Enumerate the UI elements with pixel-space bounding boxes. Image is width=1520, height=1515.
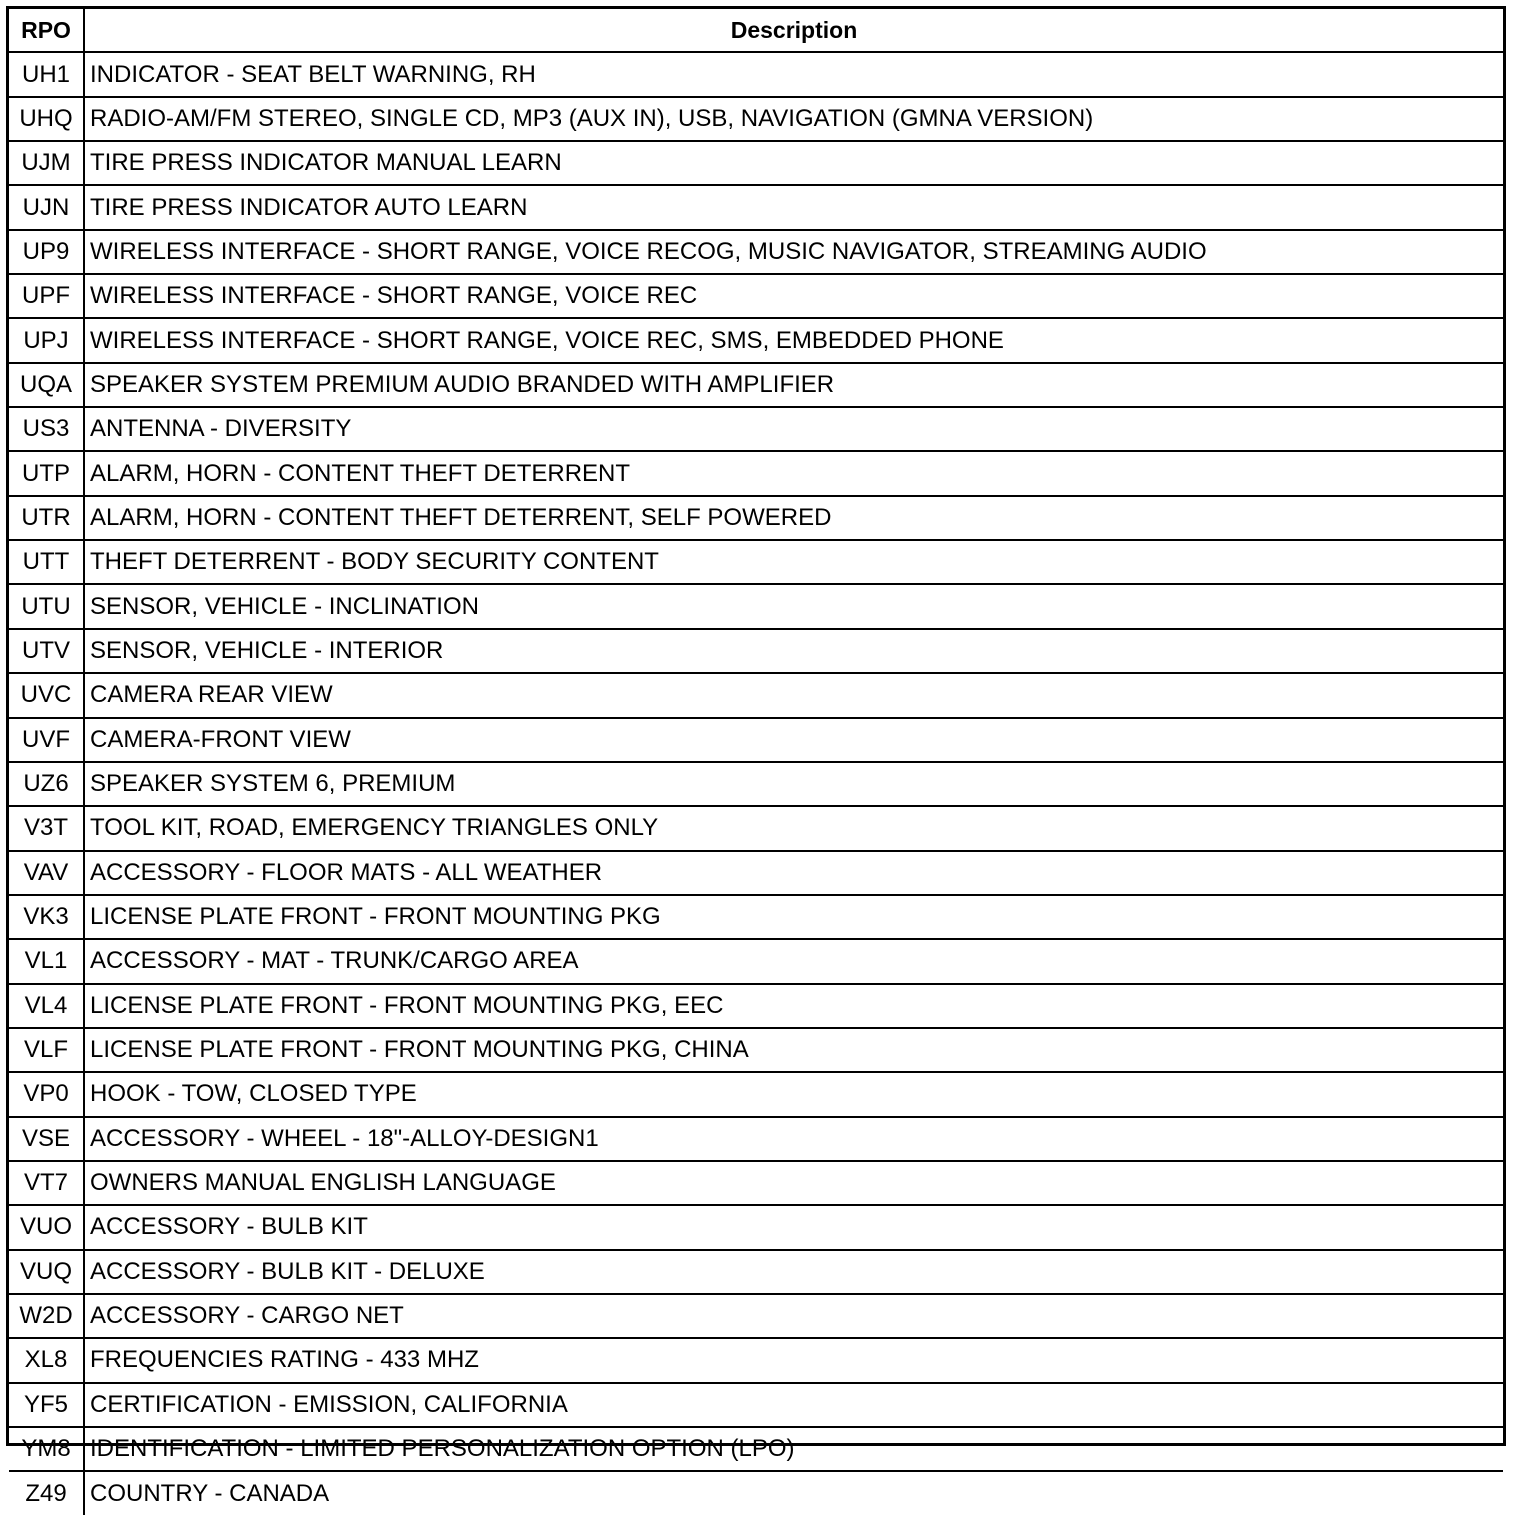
- table-row: [9, 984, 1503, 1028]
- description-cell: LICENSE PLATE FRONT - FRONT MOUNTING PKG: [84, 895, 1503, 939]
- rpo-code-cell: VUQ: [9, 1250, 84, 1294]
- rpo-code-cell: UH1: [9, 52, 84, 96]
- table-row: [9, 629, 1503, 673]
- description-cell: LICENSE PLATE FRONT - FRONT MOUNTING PKG, CHINA: [84, 1028, 1503, 1072]
- description-cell: HOOK - TOW, CLOSED TYPE: [84, 1072, 1503, 1116]
- table-row: [9, 1383, 1503, 1427]
- table-row: [9, 895, 1503, 939]
- table-row: [9, 230, 1503, 274]
- description-cell: WIRELESS INTERFACE - SHORT RANGE, VOICE RECOG, MUSIC NAVIGATOR, STREAMING AUDIO: [84, 230, 1503, 274]
- description-cell: ACCESSORY - WHEEL - 18"-ALLOY-DESIGN1: [84, 1117, 1503, 1161]
- header-description: Description: [84, 9, 1503, 52]
- description-cell: ACCESSORY - MAT - TRUNK/CARGO AREA: [84, 939, 1503, 983]
- description-cell: OWNERS MANUAL ENGLISH LANGUAGE: [84, 1161, 1503, 1205]
- table-row: [9, 1161, 1503, 1205]
- table-row: [9, 185, 1503, 229]
- description-cell: SPEAKER SYSTEM PREMIUM AUDIO BRANDED WITH AMPLIFIER: [84, 363, 1503, 407]
- rpo-code-cell: V3T: [9, 806, 84, 850]
- table-row: [9, 762, 1503, 806]
- description-cell: CAMERA REAR VIEW: [84, 673, 1503, 717]
- table-row: [9, 496, 1503, 540]
- rpo-code-cell: VT7: [9, 1161, 84, 1205]
- description-cell: WIRELESS INTERFACE - SHORT RANGE, VOICE REC, SMS, EMBEDDED PHONE: [84, 318, 1503, 362]
- table-row: [9, 1471, 1503, 1514]
- rpo-code-cell: UVC: [9, 673, 84, 717]
- rpo-code-cell: VAV: [9, 851, 84, 895]
- rpo-code-cell: W2D: [9, 1294, 84, 1338]
- description-cell: ACCESSORY - BULB KIT: [84, 1205, 1503, 1249]
- description-cell: INDICATOR - SEAT BELT WARNING, RH: [84, 52, 1503, 96]
- rpo-code-cell: UVF: [9, 718, 84, 762]
- table-row: [9, 1338, 1503, 1382]
- description-cell: SENSOR, VEHICLE - INCLINATION: [84, 584, 1503, 628]
- table-row: [9, 718, 1503, 762]
- rpo-code-cell: VLF: [9, 1028, 84, 1072]
- table-row: [9, 97, 1503, 141]
- table-row: [9, 1427, 1503, 1471]
- table-row: [9, 540, 1503, 584]
- description-cell: ACCESSORY - FLOOR MATS - ALL WEATHER: [84, 851, 1503, 895]
- rpo-code-cell: VP0: [9, 1072, 84, 1116]
- description-cell: IDENTIFICATION - LIMITED PERSONALIZATION OPTION (LPO): [84, 1427, 1503, 1471]
- rpo-code-cell: UP9: [9, 230, 84, 274]
- description-cell: RADIO-AM/FM STEREO, SINGLE CD, MP3 (AUX IN), USB, NAVIGATION (GMNA VERSION): [84, 97, 1503, 141]
- table-row: [9, 584, 1503, 628]
- rpo-code-cell: YM8: [9, 1427, 84, 1471]
- description-cell: FREQUENCIES RATING - 433 MHZ: [84, 1338, 1503, 1382]
- rpo-code-cell: Z49: [9, 1471, 84, 1514]
- description-cell: SPEAKER SYSTEM 6, PREMIUM: [84, 762, 1503, 806]
- description-cell: ACCESSORY - CARGO NET: [84, 1294, 1503, 1338]
- description-cell: ANTENNA - DIVERSITY: [84, 407, 1503, 451]
- rpo-code-cell: UTP: [9, 451, 84, 495]
- description-cell: WIRELESS INTERFACE - SHORT RANGE, VOICE REC: [84, 274, 1503, 318]
- rpo-code-cell: YF5: [9, 1383, 84, 1427]
- description-cell: ACCESSORY - BULB KIT - DELUXE: [84, 1250, 1503, 1294]
- rpo-code-cell: UJM: [9, 141, 84, 185]
- rpo-code-cell: UPF: [9, 274, 84, 318]
- rpo-code-cell: UTR: [9, 496, 84, 540]
- table-row: [9, 318, 1503, 362]
- rpo-code-cell: UTV: [9, 629, 84, 673]
- table-row: [9, 673, 1503, 717]
- rpo-code-cell: VL1: [9, 939, 84, 983]
- rpo-code-cell: US3: [9, 407, 84, 451]
- rpo-code-cell: VSE: [9, 1117, 84, 1161]
- description-cell: TIRE PRESS INDICATOR AUTO LEARN: [84, 185, 1503, 229]
- table-row: [9, 1028, 1503, 1072]
- rpo-code-cell: XL8: [9, 1338, 84, 1382]
- description-cell: TIRE PRESS INDICATOR MANUAL LEARN: [84, 141, 1503, 185]
- table-row: [9, 1294, 1503, 1338]
- rpo-code-cell: UHQ: [9, 97, 84, 141]
- table-row: [9, 851, 1503, 895]
- table-row: [9, 1205, 1503, 1249]
- rpo-code-cell: VK3: [9, 895, 84, 939]
- table-row: [9, 1250, 1503, 1294]
- rpo-table-container: [6, 6, 1506, 1507]
- table-row: [9, 52, 1503, 96]
- rpo-code-cell: UTU: [9, 584, 84, 628]
- description-cell: TOOL KIT, ROAD, EMERGENCY TRIANGLES ONLY: [84, 806, 1503, 850]
- description-cell: ALARM, HORN - CONTENT THEFT DETERRENT, SELF POWERED: [84, 496, 1503, 540]
- description-cell: THEFT DETERRENT - BODY SECURITY CONTENT: [84, 540, 1503, 584]
- table-header-row: [9, 9, 1503, 52]
- rpo-code-cell: VL4: [9, 984, 84, 1028]
- table-body: [9, 52, 1503, 1514]
- description-cell: COUNTRY - CANADA: [84, 1471, 1503, 1514]
- table-row: [9, 274, 1503, 318]
- description-cell: CAMERA-FRONT VIEW: [84, 718, 1503, 762]
- description-cell: ALARM, HORN - CONTENT THEFT DETERRENT: [84, 451, 1503, 495]
- rpo-code-cell: UZ6: [9, 762, 84, 806]
- rpo-code-cell: UJN: [9, 185, 84, 229]
- table-row: [9, 141, 1503, 185]
- table-row: [9, 451, 1503, 495]
- description-cell: LICENSE PLATE FRONT - FRONT MOUNTING PKG, EEC: [84, 984, 1503, 1028]
- rpo-code-cell: UPJ: [9, 318, 84, 362]
- table-row: [9, 1072, 1503, 1116]
- table-row: [9, 939, 1503, 983]
- rpo-code-cell: UTT: [9, 540, 84, 584]
- description-cell: CERTIFICATION - EMISSION, CALIFORNIA: [84, 1383, 1503, 1427]
- description-cell: SENSOR, VEHICLE - INTERIOR: [84, 629, 1503, 673]
- header-rpo: RPO: [9, 9, 84, 52]
- table-row: [9, 1117, 1503, 1161]
- table-row: [9, 363, 1503, 407]
- table-row: [9, 407, 1503, 451]
- rpo-table: [9, 9, 1503, 1515]
- rpo-code-cell: VUO: [9, 1205, 84, 1249]
- rpo-code-cell: UQA: [9, 363, 84, 407]
- table-row: [9, 806, 1503, 850]
